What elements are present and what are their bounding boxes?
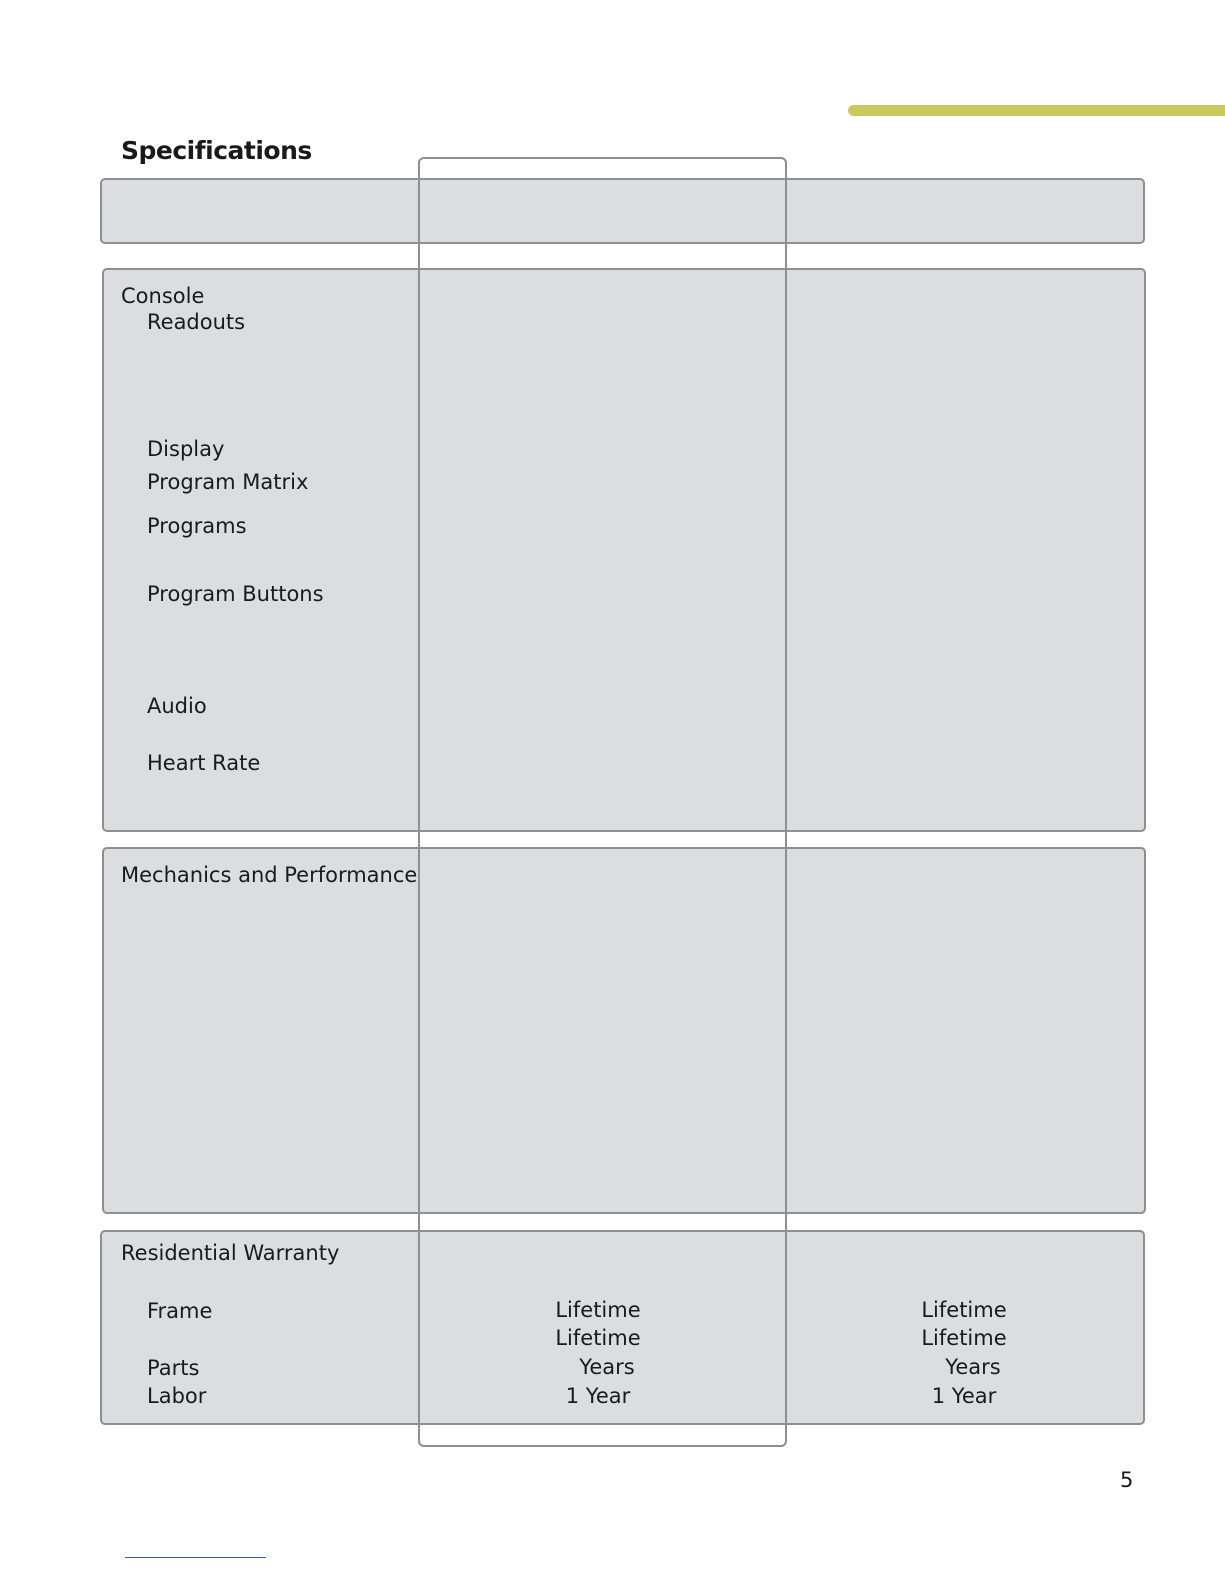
console-heading: Console — [121, 284, 205, 308]
spec-label-display: Display — [147, 437, 225, 461]
warranty-col1-value: Years — [579, 1355, 635, 1379]
page-number: 5 — [1120, 1468, 1134, 1492]
page-title: Specifications — [121, 136, 312, 165]
spec-label-parts: Parts — [147, 1356, 200, 1380]
warranty-col1-value: Lifetime — [555, 1298, 641, 1322]
spec-label-frame: Frame — [147, 1299, 213, 1323]
mechanics-heading: Mechanics and Performance — [121, 863, 418, 887]
spec-label-readouts: Readouts — [147, 310, 246, 334]
warranty-col2-value: 1 Year — [931, 1384, 997, 1408]
spec-label-labor: Labor — [147, 1384, 207, 1408]
spec-label-heart-rate: Heart Rate — [147, 751, 261, 775]
accent-bar — [848, 105, 1225, 116]
warranty-col1-value: 1 Year — [565, 1384, 631, 1408]
warranty-col2-value: Lifetime — [921, 1298, 1007, 1322]
spec-label-program-buttons: Program Buttons — [147, 582, 324, 606]
spec-label-programs: Programs — [147, 514, 247, 538]
highlighted-column-outline — [418, 157, 787, 1447]
spec-label-audio: Audio — [147, 694, 207, 718]
warranty-heading: Residential Warranty — [121, 1241, 340, 1265]
warranty-col1-value: Lifetime — [555, 1326, 641, 1350]
warranty-col2-value: Years — [945, 1355, 1001, 1379]
warranty-col2-value: Lifetime — [921, 1326, 1007, 1350]
spec-label-program-matrix: Program Matrix — [147, 470, 309, 494]
footer-rule — [125, 1557, 266, 1558]
